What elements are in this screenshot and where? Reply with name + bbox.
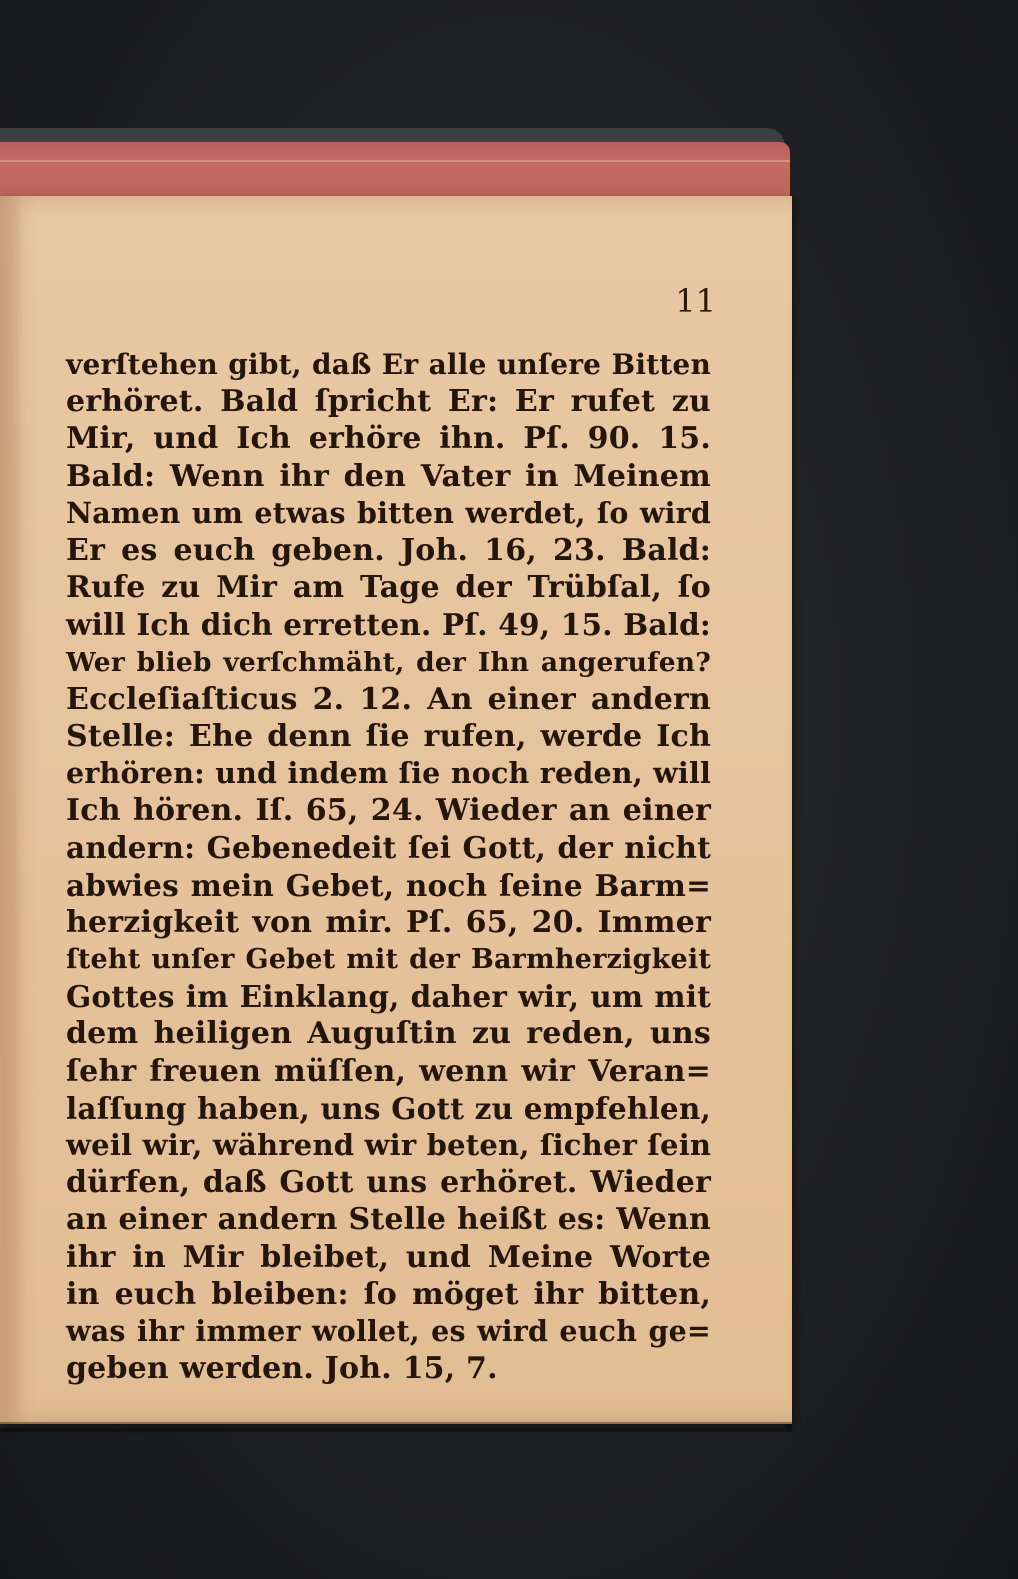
text-line: Namen um etwas bitten werdet, ſo wird: [66, 495, 711, 530]
body-text: [66, 346, 711, 1387]
text-line: was ihr immer wollet, es wird euch ge=: [66, 1313, 711, 1348]
page-edges-top: [0, 142, 790, 202]
text-line: andern: Gebenedeit ſei Gott, der nicht: [66, 830, 711, 866]
page-number: 11: [675, 282, 716, 320]
text-line: Gottes im Einklang, daher wir, um mit: [66, 979, 711, 1015]
text-line: Wer blieb verſchmäht, der Ihn angerufen?: [66, 646, 711, 678]
text-line: ſteht unſer Gebet mit der Barmherzigkeit: [66, 944, 711, 975]
text-line: Eccleſiaſticus 2. 12. An einer andern: [66, 681, 711, 717]
text-line: ihr in Mir bleibet, und Meine Worte: [66, 1239, 711, 1275]
text-line: Ich hören. Iſ. 65, 24. Wieder an einer: [66, 793, 711, 829]
page-gutter-shadow: [0, 196, 22, 1424]
text-line: ſehr freuen müſſen, wenn wir Veran=: [66, 1053, 711, 1089]
text-line: abwies mein Gebet, noch ſeine Barm=: [66, 867, 711, 903]
text-line: in euch bleiben: ſo möget ihr bitten,: [66, 1276, 711, 1312]
text-line: Rufe zu Mir am Tage der Trübſal, ſo: [66, 570, 711, 606]
text-line: geben werden. Joh. 15, 7.: [66, 1351, 498, 1387]
text-line: verſtehen gibt, daß Er alle unſere Bitten: [66, 348, 711, 381]
text-line: an einer andern Stelle heißt es: Wenn: [66, 1202, 711, 1238]
text-line: herzigkeit von mir. Pſ. 65, 20. Immer: [66, 904, 711, 940]
text-line: erhören: und indem ſie noch reden, will: [66, 756, 711, 791]
text-line: Bald: Wenn ihr den Vater in Meinem: [66, 458, 711, 494]
text-line: will Ich dich erretten. Pſ. 49, 15. Bald:: [66, 607, 711, 643]
page-bottom-shadow: [0, 1422, 792, 1432]
text-line: dem heiligen Auguſtin zu reden, uns: [66, 1016, 711, 1052]
text-line: Mir, und Ich erhöre ihn. Pſ. 90. 15.: [66, 421, 711, 457]
text-line: Stelle: Ehe denn ſie rufen, werde Ich: [66, 718, 711, 754]
text-line: Er es euch geben. Joh. 16, 23. Bald:: [66, 532, 711, 568]
text-line: dürfen, daß Gott uns erhöret. Wieder: [66, 1165, 711, 1201]
text-line: erhöret. Bald ſpricht Er: Er rufet zu: [66, 384, 711, 420]
text-line: laſſung haben, uns Gott zu empfehlen,: [66, 1090, 711, 1126]
text-line: weil wir, während wir beten, ſicher ſein: [66, 1127, 712, 1162]
